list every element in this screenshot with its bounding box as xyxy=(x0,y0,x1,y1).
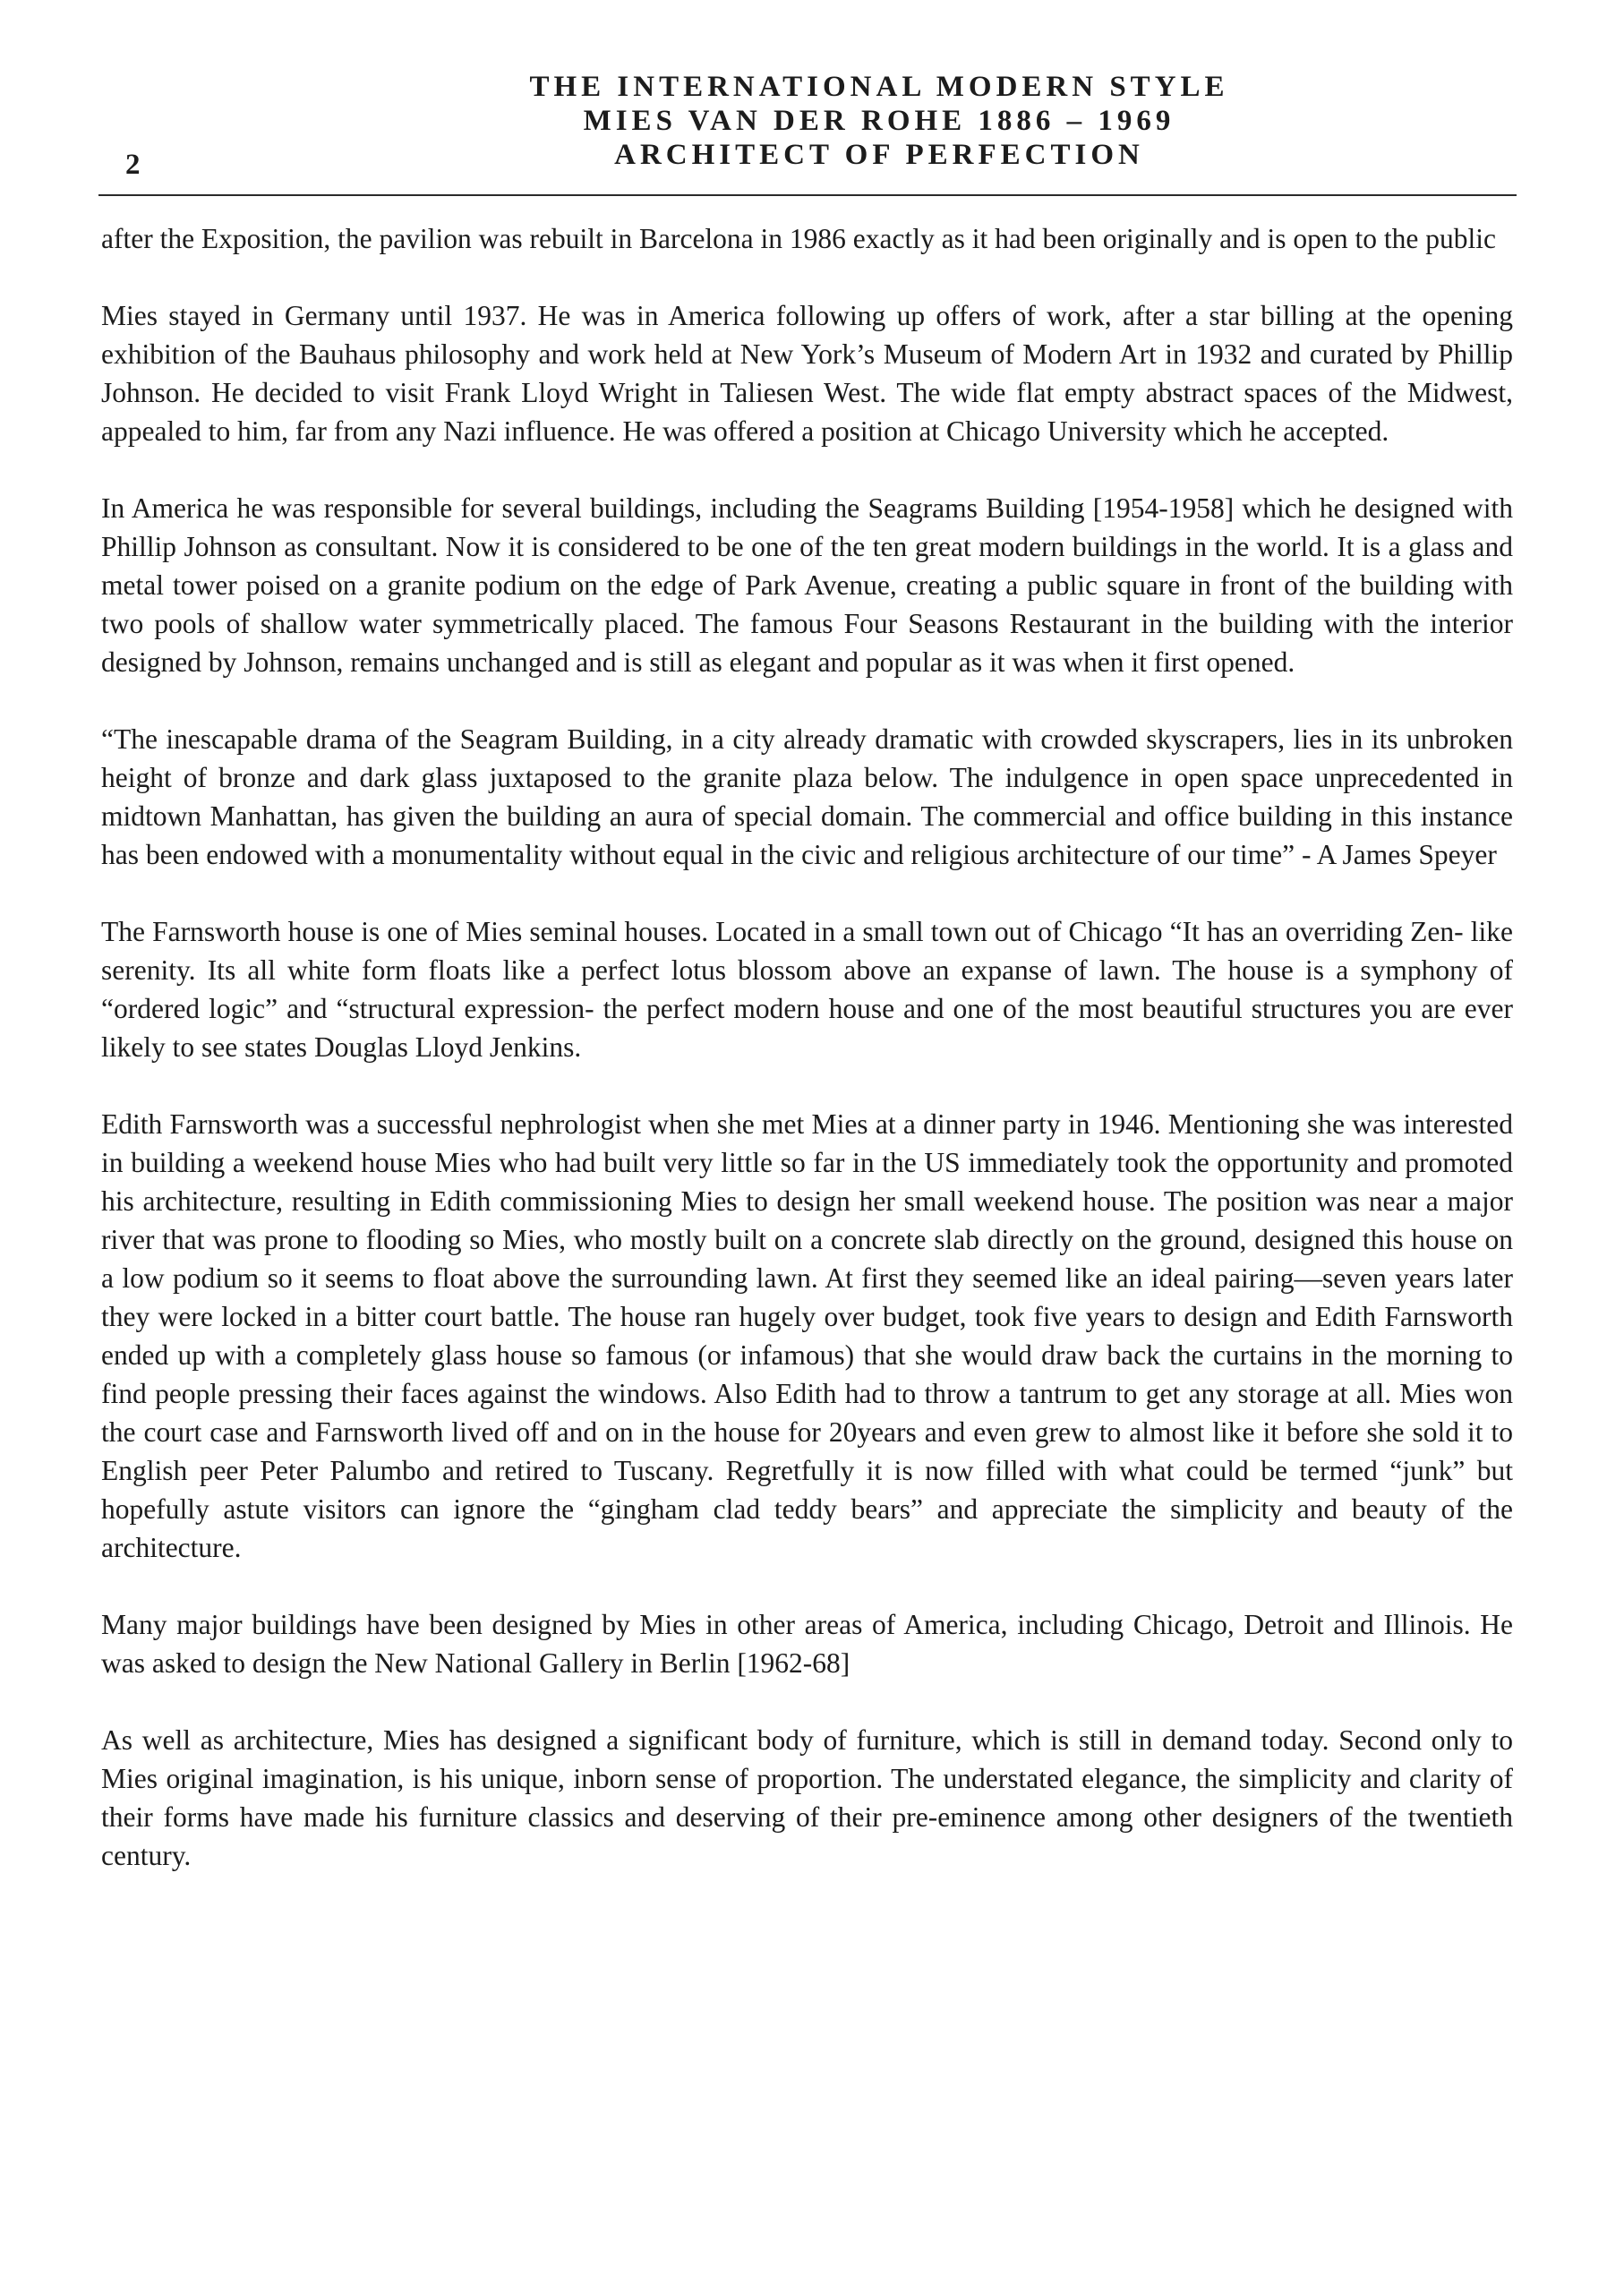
paragraph-edith-farnsworth: Edith Farnsworth was a successful nephrologist when she met Mies at a dinner party in 1946. Mentioning she was interested in building a weekend house Mies who had built very little so far in the US immediately took the opportunity and promoted his architecture, resulting in Edith commissioning Mies to design her small weekend house. The position was near a major river that was prone to flooding so Mies, who mostly built on a concrete slab directly on the ground, designed this house on a low podium so it seems to float above the surrounding lawn. At first they seemed like an ideal pairing—seven years later they were locked in a bitter court battle. The house ran hugely over budget, took five years to design and Edith Farnsworth ended up with a completely glass house so famous (or infamous) that she would draw back the curtains in the morning to find people pressing their faces against the windows. Also Edith had to throw a tantrum to get any storage at all. Mies won the court case and Farnsworth lived off and on in the house for 20years and even grew to almost like it before she sold it to English peer Peter Palumbo and retired to Tuscany. Regretfully it is now filled with what could be termed “junk” but hopefully astute visitors can ignore the “gingham clad teddy bears” and appreciate the simplicity and beauty of the architecture. xyxy=(101,1108,1513,1563)
header-title xyxy=(98,70,1526,172)
paragraph-pavilion: after the Exposition, the pavilion was rebuilt in Barcelona in 1986 exactly as it had been originally and is open to the public xyxy=(101,223,1496,254)
header-title-line-3: ARCHITECT OF PERFECTION xyxy=(614,139,1144,171)
paragraph-farnsworth-house: The Farnsworth house is one of Mies seminal houses. Located in a small town out of Chicago “It has an overriding Zen- like serenity. Its all white form floats like a perfect lotus blossom above an expanse of lawn. The house is a symphony of “ordered logic” and “structural expression- the perfect modern house and one of the most beautiful structures you are ever likely to see states Douglas Lloyd Jenkins. xyxy=(101,916,1513,1063)
header-title-line-1: THE INTERNATIONAL MODERN STYLE xyxy=(529,71,1229,103)
paragraph-germany: Mies stayed in Germany until 1937. He was in America following up offers of work, after a star billing at the opening exhibition of the Bauhaus philosophy and work held at New York’s Museum of Modern Art in 1932 and curated by Phillip Johnson. He decided to visit Frank Lloyd Wright in Taliesen West. The wide flat empty abstract spaces of the Midwest, appealed to him, far from any Nazi influence. He was offered a position at Chicago University which he accepted. xyxy=(101,300,1513,447)
body-text xyxy=(101,219,1513,1913)
page-number: 2 xyxy=(125,149,141,181)
paragraph-speyer-quote: “The inescapable drama of the Seagram Building, in a city already dramatic with crowded skyscrapers, lies in its unbroken height of bronze and dark glass juxtaposed to the granite plaza below. The indulgence in open space unprecedented in midtown Manhattan, has given the building an aura of special domain. The commercial and office building in this instance has been endowed with a monumentality without equal in the civic and religious architecture of our time” - A James Speyer xyxy=(101,723,1513,870)
paragraph-major-buildings: Many major buildings have been designed by Mies in other areas of America, including Chicago, Detroit and Illinois. He was asked to design the New National Gallery in Berlin [1962-68] xyxy=(101,1609,1513,1679)
header-divider xyxy=(98,194,1517,196)
paragraph-seagrams: In America he was responsible for several buildings, including the Seagrams Building [1954-1958] which he designed with Phillip Johnson as consultant. Now it is considered to be one of the ten great modern buildings in the world. It is a glass and metal tower poised on a granite podium on the edge of Park Avenue, creating a public square in front of the building with two pools of shallow water symmetrically placed. The famous Four Seasons Restaurant in the building with the interior designed by Johnson, remains unchanged and is still as elegant and popular as it was when it first opened. xyxy=(101,492,1513,678)
paragraph-furniture: As well as architecture, Mies has designed a significant body of furniture, which is still in demand today. Second only to Mies original imagination, is his unique, inborn sense of proportion. The understated elegance, the simplicity and clarity of their forms have made his furniture classics and deserving of their pre-eminence among other designers of the twentieth century. xyxy=(101,1724,1513,1871)
page-header xyxy=(98,70,1526,193)
header-title-line-2: MIES VAN DER ROHE 1886 – 1969 xyxy=(583,105,1175,137)
